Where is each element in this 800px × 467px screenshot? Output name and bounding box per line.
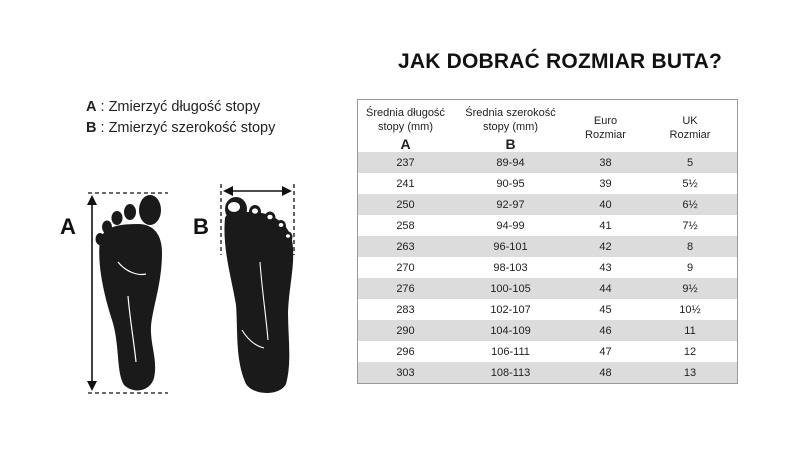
uk-size-cell: 10½ xyxy=(679,303,701,316)
foot-length-cell: 263 xyxy=(358,236,453,257)
euro-size-cell: 48 xyxy=(568,362,643,383)
header-foot-length-text: Średnia długość stopy (mm) xyxy=(366,107,445,133)
foot-length-cell: 276 xyxy=(358,278,453,299)
foot-length-cell: 283 xyxy=(396,303,415,316)
table-row xyxy=(358,173,737,194)
uk-size-cell: 9½ xyxy=(643,278,737,299)
table-row xyxy=(358,278,737,299)
header-foot-width-text: Średnia szerokość stopy (mm) xyxy=(465,107,556,133)
foot-width-cell: 89-94 xyxy=(453,152,568,173)
euro-size-cell: 45 xyxy=(599,303,612,316)
foot-length-cell: 237 xyxy=(358,152,453,173)
foot-length-cell: 250 xyxy=(358,194,453,215)
uk-size-cell: 9 xyxy=(686,261,694,274)
euro-size-cell: 47 xyxy=(599,345,612,358)
table-header-row xyxy=(358,100,737,152)
right-foot-top-icon xyxy=(224,197,293,393)
uk-size-cell: 7½ xyxy=(682,219,698,232)
table-row xyxy=(358,257,737,278)
size-chart-table xyxy=(357,99,738,384)
foot-width-cell: 96-101 xyxy=(453,236,568,257)
table-row xyxy=(358,362,737,383)
foot-width-diagram xyxy=(221,184,294,393)
uk-size-cell: 13 xyxy=(643,362,737,383)
euro-size-cell: 38 xyxy=(568,152,643,173)
legend-letter-a: A xyxy=(86,99,97,115)
foot-length-cell: 290 xyxy=(358,320,453,341)
euro-size-cell: 42 xyxy=(568,236,643,257)
foot-length-cell: 270 xyxy=(396,261,415,274)
foot-width-cell: 106-111 xyxy=(491,345,530,358)
foot-width-cell: 94-99 xyxy=(496,219,525,232)
foot-width-cell: 102-107 xyxy=(490,303,531,316)
header-euro-size-text: Euro Rozmiar xyxy=(585,115,626,141)
foot-width-cell: 104-109 xyxy=(453,320,568,341)
header-foot-width-letter: B xyxy=(505,136,516,152)
euro-size-cell: 40 xyxy=(568,194,643,215)
legend-text-b: : Zmierzyć szerokość stopy xyxy=(96,120,276,136)
foot-width-cell: 108-113 xyxy=(453,362,568,383)
foot-length-diagram xyxy=(87,193,168,393)
uk-size-cell: 8 xyxy=(643,236,737,257)
diagram-label-a: A xyxy=(60,214,76,239)
foot-length-cell: 303 xyxy=(358,362,453,383)
table-row xyxy=(358,320,737,341)
table-row xyxy=(358,194,737,215)
left-foot-sole-icon xyxy=(96,195,163,390)
table-row xyxy=(358,236,737,257)
euro-size-cell: 44 xyxy=(568,278,643,299)
header-uk-size xyxy=(643,100,737,152)
foot-width-cell: 92-97 xyxy=(453,194,568,215)
table-row xyxy=(358,215,737,236)
foot-length-cell: 258 xyxy=(396,219,415,232)
table-row xyxy=(358,341,737,362)
uk-size-cell: 5 xyxy=(643,152,737,173)
uk-size-cell: 11 xyxy=(643,320,737,341)
uk-size-cell: 6½ xyxy=(643,194,737,215)
uk-size-cell: 12 xyxy=(683,345,697,358)
legend-letter-b: B xyxy=(86,120,97,136)
page-title: JAK DOBRAĆ ROZMIAR BUTA? xyxy=(398,50,723,73)
header-foot-length xyxy=(358,100,453,152)
table-row xyxy=(358,299,737,320)
header-euro-size xyxy=(568,100,643,152)
euro-size-cell: 41 xyxy=(599,219,612,232)
header-foot-width xyxy=(453,100,568,152)
foot-width-cell: 98-103 xyxy=(493,261,528,274)
foot-width-cell: 90-95 xyxy=(496,177,525,190)
foot-width-cell: 100-105 xyxy=(453,278,568,299)
euro-size-cell: 43 xyxy=(599,261,612,274)
euro-size-cell: 46 xyxy=(568,320,643,341)
foot-length-cell: 241 xyxy=(396,177,415,190)
table-row xyxy=(358,152,737,173)
header-uk-size-text: UK Rozmiar xyxy=(669,115,711,141)
uk-size-cell: 5½ xyxy=(682,177,698,190)
euro-size-cell: 39 xyxy=(599,177,612,190)
diagram-label-b: B xyxy=(193,214,209,239)
legend-text-a: : Zmierzyć długość stopy xyxy=(96,99,261,115)
foot-length-cell: 296 xyxy=(396,345,415,358)
header-foot-length-letter: A xyxy=(400,136,411,152)
